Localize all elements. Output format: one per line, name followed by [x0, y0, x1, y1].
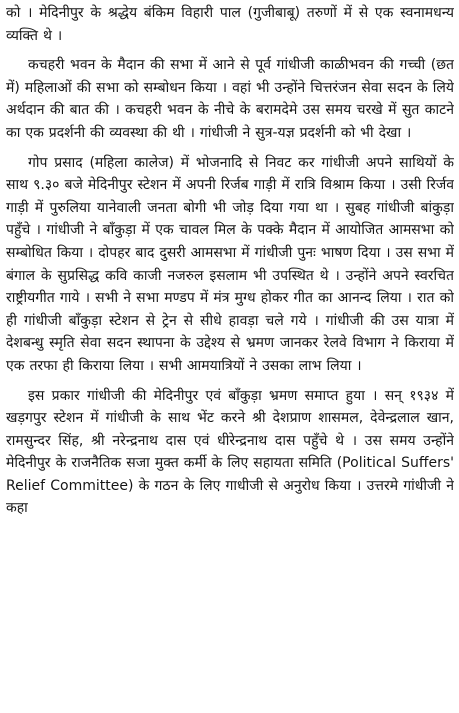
paragraph-2: कचहरी भवन के मैदान की सभा में आने से पूर्व गांधीजी काळीभवन की गच्ची (छत में) महिलाओं की सभा को सम्बोधन किया । वहां भी उन्होंने चित्तरंजन सेवा सदन के लिये अर्थदान की बात की । कचहरी भवन के नीचे के बरामदेमे उस समय चरखे में सुत काटने का एक प्रदर्शनी की व्यवस्था की थी । गांधीजी ने सुत्र-यज्ञ प्रदर्शनी को भी देखा ।: [6, 57, 454, 141]
paragraph-3: गोप प्रसाद (महिला कालेज) में भोजनादि से निवट कर गांधीजी अपने साथियों के साथ ९.३० बजे मेदिनीपुर स्टेशन में अपनी रिर्जब गाड़ी में रात्रि विश्राम किया । उसी रिर्जव गाड़ी में पुरुलिया यानेवाली जनता बोगी भी जोड़ दिया गया था । सुबह गांधीजी बांकुड़ा पहुँचे । गांधीजी ने बाँकुड़ा में एक चावल मिल के पक्के मैदान में आयोजित आमसभा को सम्बोधित किया । दोपहर बाद दुसरी आमसभा में गांधीजी पुनः भाषण दिया । उस सभा में बंगाल के सुप्रसिद्ध कवि काजी नजरुल इसलाम भी उपस्थित थे । उन्होंने अपने स्वरचित राष्ट्रीयगीत गाये । सभी ने सभा मण्डप में मंत्र मुग्ध होकर गीत का आनन्द लिया । रात को ही गांधीजी बाँकुड़ा स्टेशन से ट्रेन से सीधे हावड़ा चले गये । गांधीजी की उस यात्रा में देशबन्धु स्मृति सेवा सदन स्थापना के उद्देश्य से भ्रमण जानकर रेलवे विभाग ने किराया में एक तरफा ही किराया लिया । सभी आमयात्रियों ने उसका लाभ लिया ।: [6, 154, 454, 374]
document-page: [6, 2, 454, 710]
paragraph-1: को । मेदिनीपुर के श्रद्धेय बंकिम विहारी पाल (गुजीबाबू) तरुणों में से एक स्वनामधन्य व्यक्ति थे ।: [6, 5, 454, 44]
paragraph-4: इस प्रकार गांधीजी की मेदिनीपुर एवं बाँकुड़ा भ्रमण समाप्त हुया । सन् १९३४ में खड़गपुर स्टेशन में गांधीजी के साथ भेंट करने श्री देशप्राण शासमल, देवेन्द्रलाल खान, रामसुन्दर सिंह, श्री नरेन्द्रनाथ दास एवं धीरेन्द्रनाथ दास पहुँचे थे । उस समय उन्होंने मेदिनीपुर के राजनैतिक सजा मुक्त कर्मी के लिए सहायता समिति (Political Suffers' Relief Committee) के गठन के लिए गाधीजी से अनुरोध किया । उत्तरमे गांधीजी ने कहा: [6, 387, 454, 517]
